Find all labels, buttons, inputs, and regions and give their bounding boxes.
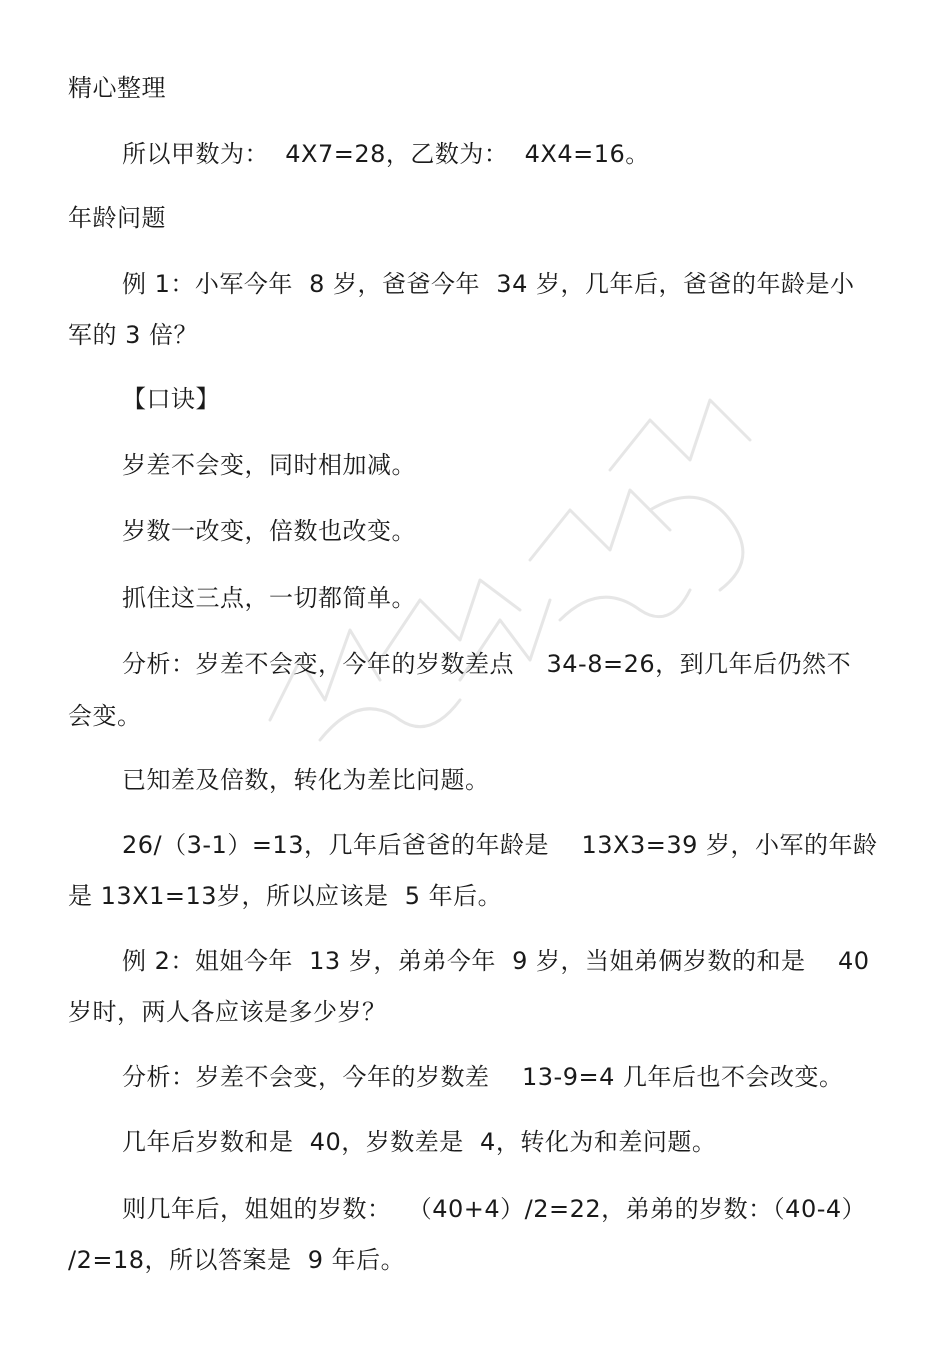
text-line-17: 几年后岁数和是 40，岁数差是 4，转化为和差问题。 [122,1128,717,1156]
text-line-11: 已知差及倍数，转化为差比问题。 [122,766,490,794]
text-line-8: 抓住这三点，一切都简单。 [122,584,416,612]
text-line-16: 分析：岁差不会变，今年的岁数差 13-9=4 几年后也不会改变。 [122,1063,844,1091]
text-line-4: 军的 3 倍？ [68,321,199,349]
text-line-19: /2=18，所以答案是 9 年后。 [68,1246,406,1274]
text-line-9: 分析：岁差不会变，今年的岁数差点 34-8=26，到几年后仍然不 [122,650,852,678]
text-line-13: 是 13X1=13岁，所以应该是 5 年后。 [68,882,503,910]
text-line-10: 会变。 [68,702,142,730]
text-line-12: 26/（3-1）=13，几年后爸爸的年龄是 13X3=39 岁，小军的年龄 [122,831,878,859]
text-line-18: 则几年后，姐姐的岁数： （40+4）/2=22，弟弟的岁数：（40-4） [122,1195,867,1223]
page-header: 精心整理 [68,74,166,102]
text-line-5: 【口诀】 [122,385,220,413]
text-line-3: 例 1：小军今年 8 岁，爸爸今年 34 岁，几年后，爸爸的年龄是小 [122,270,855,298]
text-line-14: 例 2：姐姐今年 13 岁，弟弟今年 9 岁，当姐弟俩岁数的和是 40 [122,947,870,975]
text-line-6: 岁差不会变，同时相加减。 [122,451,416,479]
text-line-7: 岁数一改变，倍数也改变。 [122,517,416,545]
watermark-graphic [230,360,790,760]
text-line-1: 所以甲数为： 4X7=28，乙数为： 4X4=16。 [122,140,650,168]
text-line-15: 岁时，两人各应该是多少岁？ [68,998,387,1026]
section-title: 年龄问题 [68,204,166,232]
